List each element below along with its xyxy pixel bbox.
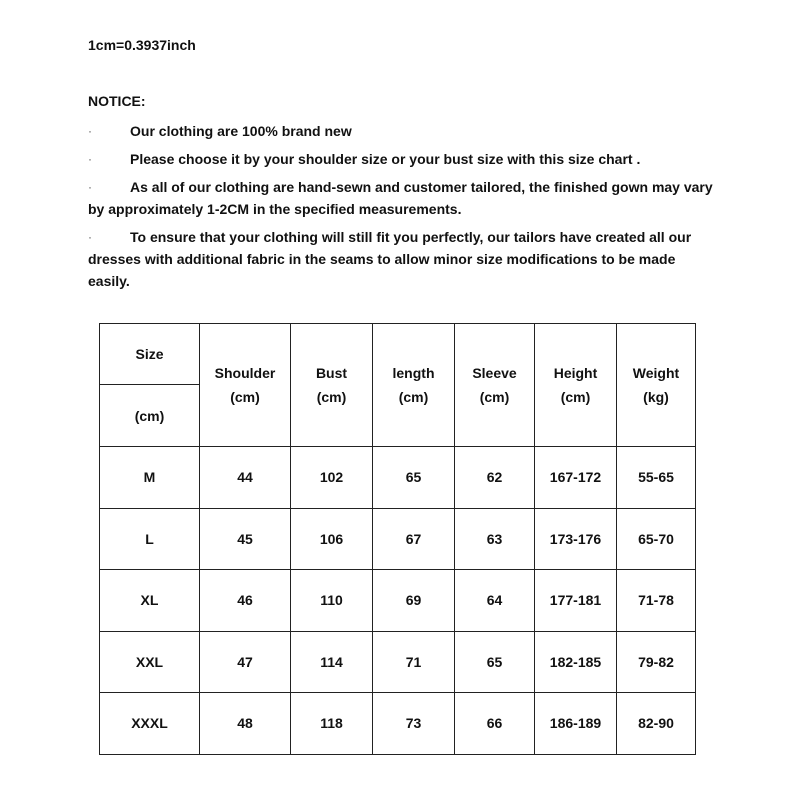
table-cell: 55-65 [617, 447, 696, 509]
table-cell: 65 [455, 631, 535, 693]
bullet-icon: · [88, 180, 92, 194]
table-cell: 106 [291, 508, 373, 570]
table-cell: 173-176 [535, 508, 617, 570]
column-header-label: Weight [632, 365, 680, 381]
table-cell: 177-181 [535, 570, 617, 632]
table-cell: 114 [291, 631, 373, 693]
column-header-unit: (cm) [398, 389, 429, 405]
size-cell: XL [100, 570, 200, 632]
table-cell: 45 [200, 508, 291, 570]
size-header-cell [100, 324, 200, 447]
notice-item [88, 226, 713, 292]
table-cell: 44 [200, 447, 291, 509]
size-cell: XXL [100, 631, 200, 693]
column-header-shoulder [200, 324, 291, 447]
table-row [100, 570, 696, 632]
size-cell: M [100, 447, 200, 509]
notice-list [88, 120, 713, 298]
table-cell: 66 [455, 693, 535, 755]
column-header-label: Sleeve [472, 365, 517, 381]
table-cell: 186-189 [535, 693, 617, 755]
notice-item-text: Our clothing are 100% brand new [130, 123, 352, 139]
bullet-icon: · [88, 152, 92, 166]
table-cell: 67 [373, 508, 455, 570]
notice-item [88, 148, 713, 170]
table-cell: 65 [373, 447, 455, 509]
table-cell: 69 [373, 570, 455, 632]
size-chart-table [99, 323, 696, 755]
table-cell: 63 [455, 508, 535, 570]
column-header-label: Height [553, 365, 598, 381]
notice-item-text: As all of our clothing are hand-sewn and customer tailored, the finished gown may vary by approximately 1-2CM in the specified measurements. [88, 179, 713, 217]
column-header-length [373, 324, 455, 447]
column-header-sleeve [455, 324, 535, 447]
table-cell: 65-70 [617, 508, 696, 570]
bullet-icon: · [88, 230, 92, 244]
notice-title: NOTICE: [88, 93, 146, 109]
size-cell: L [100, 508, 200, 570]
table-cell: 46 [200, 570, 291, 632]
column-header-bust [291, 324, 373, 447]
table-cell: 182-185 [535, 631, 617, 693]
table-cell: 64 [455, 570, 535, 632]
unit-conversion-note: 1cm=0.3937inch [88, 37, 196, 53]
table-cell: 71 [373, 631, 455, 693]
size-cell: XXXL [100, 693, 200, 755]
notice-item-text: To ensure that your clothing will still fit you perfectly, our tailors have created all our dresses with additional fabric in the seams to allow minor size modifications to be made easily. [88, 229, 692, 289]
table-cell: 48 [200, 693, 291, 755]
table-cell: 167-172 [535, 447, 617, 509]
notice-item [88, 176, 713, 220]
table-cell: 79-82 [617, 631, 696, 693]
column-header-label: Shoulder [214, 365, 276, 381]
column-header-height [535, 324, 617, 447]
table-row [100, 447, 696, 509]
column-header-label: length [392, 365, 435, 381]
table-cell: 82-90 [617, 693, 696, 755]
table-header-row [100, 324, 696, 447]
table-cell: 102 [291, 447, 373, 509]
column-header-label: Bust [315, 365, 348, 381]
column-header-unit: (kg) [643, 389, 669, 405]
bullet-icon: · [88, 124, 92, 138]
column-header-unit: (cm) [230, 389, 260, 405]
table-cell: 71-78 [617, 570, 696, 632]
table-cell: 73 [373, 693, 455, 755]
table-cell: 62 [455, 447, 535, 509]
table-row [100, 631, 696, 693]
table-cell: 47 [200, 631, 291, 693]
size-header-unit: (cm) [134, 407, 165, 424]
table-cell: 110 [291, 570, 373, 632]
notice-item-text: Please choose it by your shoulder size or your bust size with this size chart . [130, 151, 641, 167]
table-cell: 118 [291, 693, 373, 755]
table-row [100, 508, 696, 570]
column-header-unit: (cm) [316, 389, 347, 405]
column-header-weight [617, 324, 696, 447]
column-header-unit: (cm) [560, 389, 591, 405]
table-row [100, 693, 696, 755]
column-header-unit: (cm) [479, 389, 510, 405]
size-header-label: Size [100, 324, 199, 385]
notice-item [88, 120, 713, 142]
